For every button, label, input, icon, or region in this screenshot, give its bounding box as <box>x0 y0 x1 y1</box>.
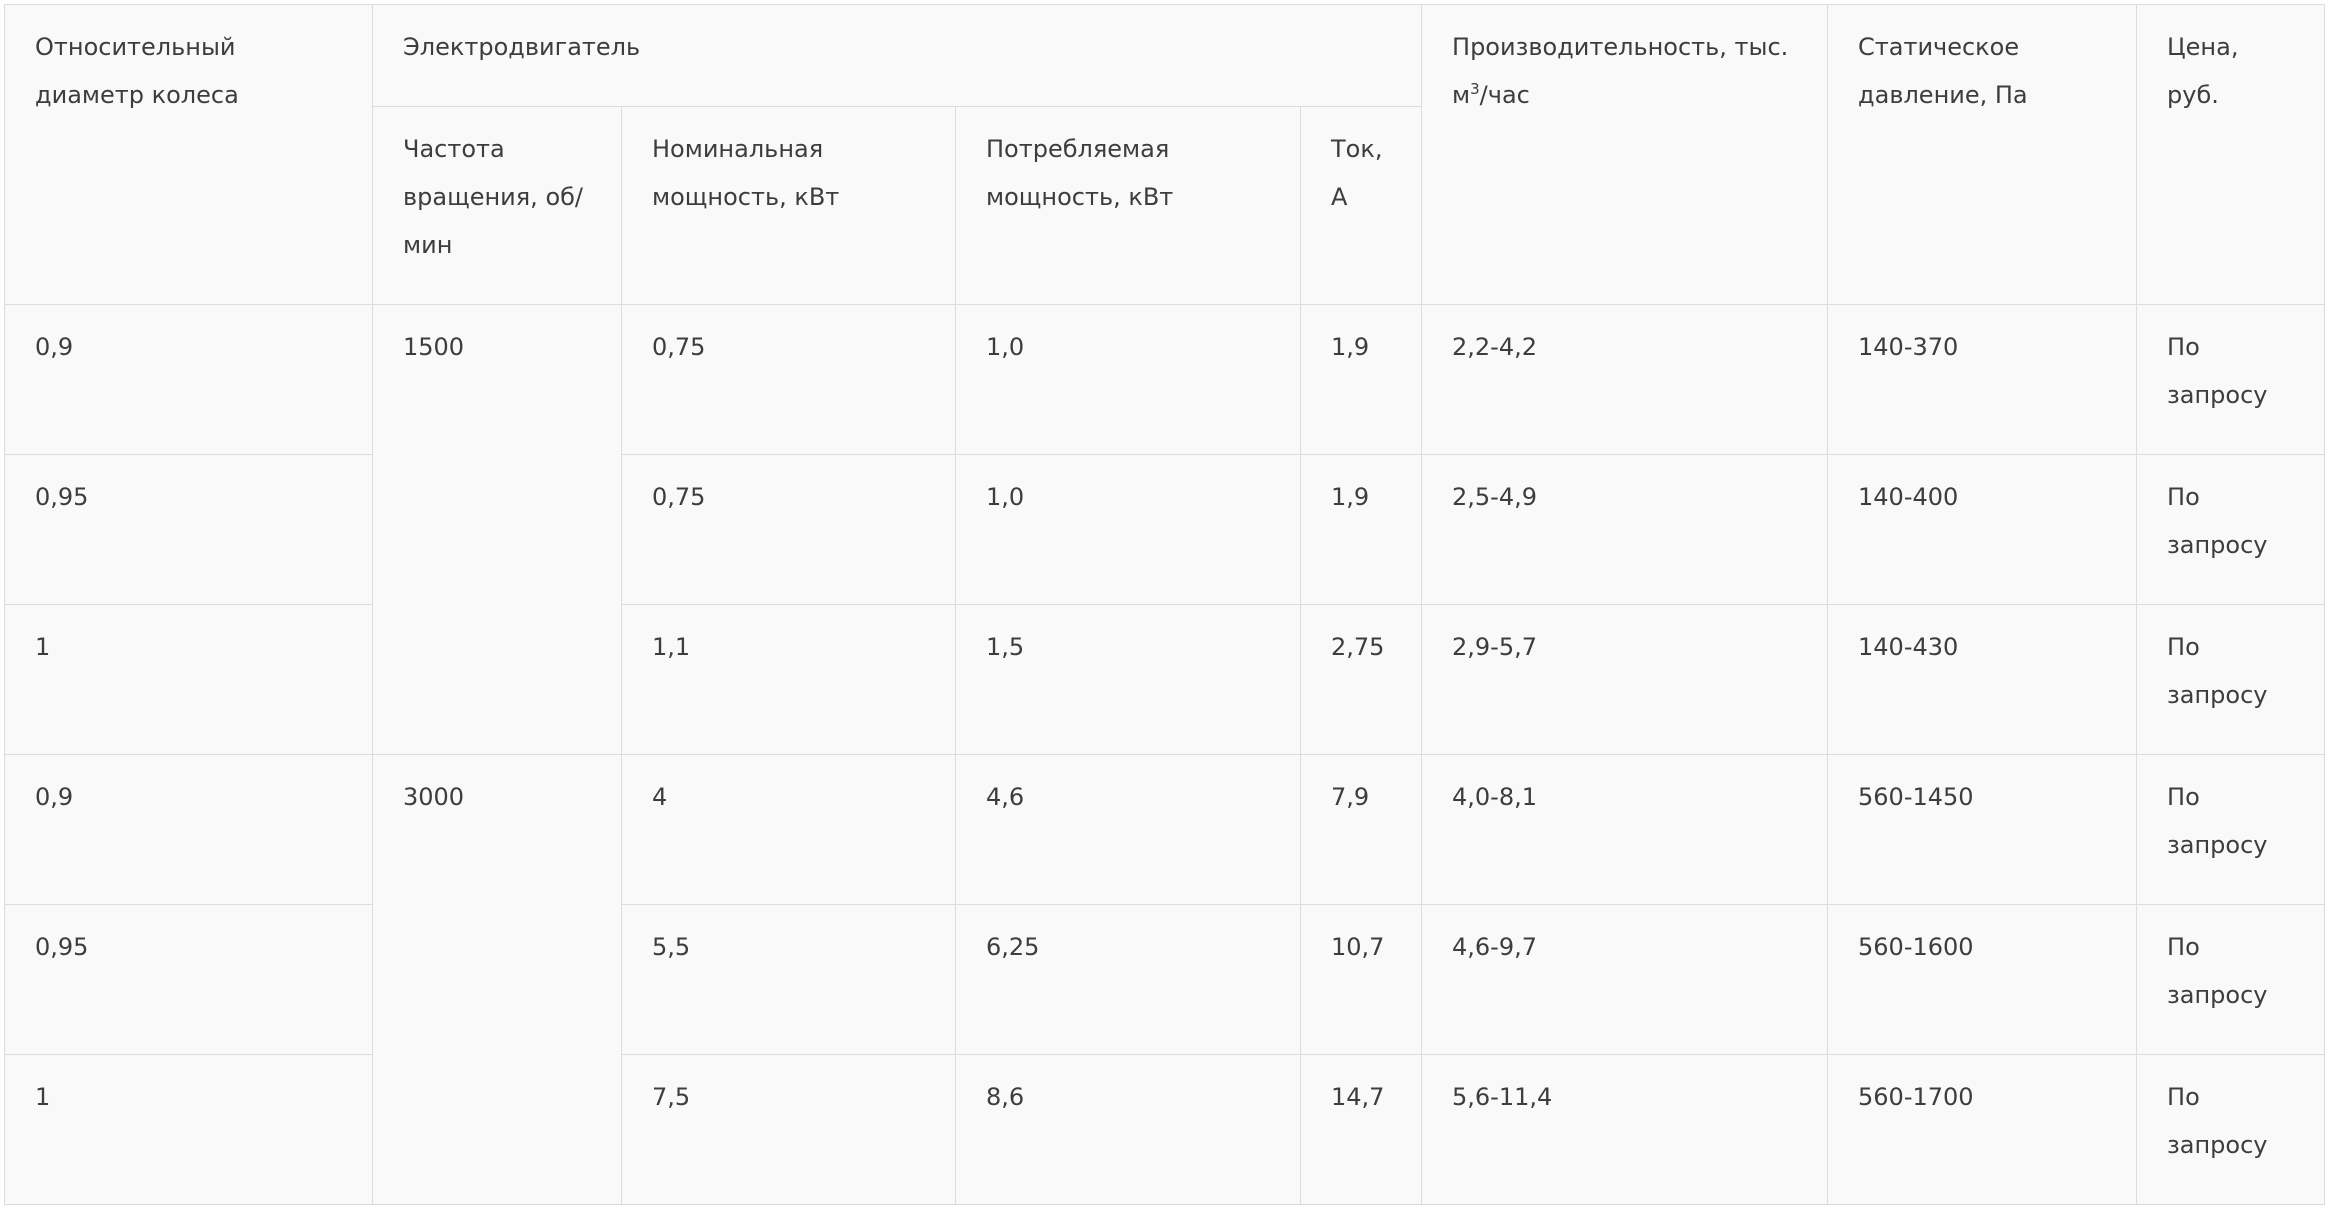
header-static-pressure: Статическое давление, Па <box>1828 5 2137 305</box>
cell-nominal-power: 4 <box>622 755 956 905</box>
table-row <box>5 605 2325 755</box>
header-nominal-power: Номинальная мощность, кВт <box>622 107 956 305</box>
cell-static-pressure: 560-1450 <box>1828 755 2137 905</box>
header-productivity-text: Производительность, тыс. м <box>1452 33 1789 109</box>
header-rotation-speed: Частота вращения, об/мин <box>373 107 622 305</box>
cell-productivity: 4,6-9,7 <box>1422 905 1828 1055</box>
cell-static-pressure: 140-370 <box>1828 305 2137 455</box>
cell-diameter: 0,9 <box>5 305 373 455</box>
cell-price: По запросу <box>2137 605 2325 755</box>
cell-price: По запросу <box>2137 455 2325 605</box>
cell-current: 1,9 <box>1301 455 1422 605</box>
header-current: Ток, А <box>1301 107 1422 305</box>
cell-nominal-power: 0,75 <box>622 455 956 605</box>
cell-rotation-speed: 1500 <box>373 305 622 755</box>
header-row-top <box>5 5 2325 107</box>
cell-price: По запросу <box>2137 905 2325 1055</box>
cell-diameter: 0,95 <box>5 455 373 605</box>
cell-nominal-power: 0,75 <box>622 305 956 455</box>
table-row <box>5 455 2325 605</box>
header-productivity-unit: /час <box>1479 81 1530 109</box>
header-motor-group: Электродвигатель <box>373 5 1422 107</box>
header-consumed-power: Потребляемая мощность, кВт <box>956 107 1301 305</box>
cell-diameter: 1 <box>5 605 373 755</box>
cell-productivity: 5,6-11,4 <box>1422 1055 1828 1205</box>
header-wheel-diameter: Относительный диаметр колеса <box>5 5 373 305</box>
header-productivity-sup: 3 <box>1470 80 1480 98</box>
cell-consumed-power: 1,5 <box>956 605 1301 755</box>
cell-static-pressure: 560-1700 <box>1828 1055 2137 1205</box>
cell-current: 2,75 <box>1301 605 1422 755</box>
cell-diameter: 1 <box>5 1055 373 1205</box>
cell-current: 7,9 <box>1301 755 1422 905</box>
cell-productivity: 2,9-5,7 <box>1422 605 1828 755</box>
cell-diameter: 0,9 <box>5 755 373 905</box>
table-row <box>5 905 2325 1055</box>
cell-current: 1,9 <box>1301 305 1422 455</box>
cell-consumed-power: 8,6 <box>956 1055 1301 1205</box>
cell-consumed-power: 6,25 <box>956 905 1301 1055</box>
cell-nominal-power: 7,5 <box>622 1055 956 1205</box>
cell-static-pressure: 560-1600 <box>1828 905 2137 1055</box>
cell-productivity: 2,2-4,2 <box>1422 305 1828 455</box>
table-row <box>5 305 2325 455</box>
cell-rotation-speed: 3000 <box>373 755 622 1205</box>
cell-nominal-power: 1,1 <box>622 605 956 755</box>
header-productivity <box>1422 5 1828 305</box>
cell-consumed-power: 1,0 <box>956 455 1301 605</box>
cell-consumed-power: 1,0 <box>956 305 1301 455</box>
cell-price: По запросу <box>2137 305 2325 455</box>
table-row <box>5 1055 2325 1205</box>
header-price: Цена, руб. <box>2137 5 2325 305</box>
table-row <box>5 755 2325 905</box>
cell-productivity: 4,0-8,1 <box>1422 755 1828 905</box>
cell-productivity: 2,5-4,9 <box>1422 455 1828 605</box>
cell-static-pressure: 140-400 <box>1828 455 2137 605</box>
cell-static-pressure: 140-430 <box>1828 605 2137 755</box>
cell-current: 14,7 <box>1301 1055 1422 1205</box>
cell-diameter: 0,95 <box>5 905 373 1055</box>
cell-price: По запросу <box>2137 1055 2325 1205</box>
cell-current: 10,7 <box>1301 905 1422 1055</box>
cell-price: По запросу <box>2137 755 2325 905</box>
spec-table <box>4 4 2325 1205</box>
cell-consumed-power: 4,6 <box>956 755 1301 905</box>
cell-nominal-power: 5,5 <box>622 905 956 1055</box>
